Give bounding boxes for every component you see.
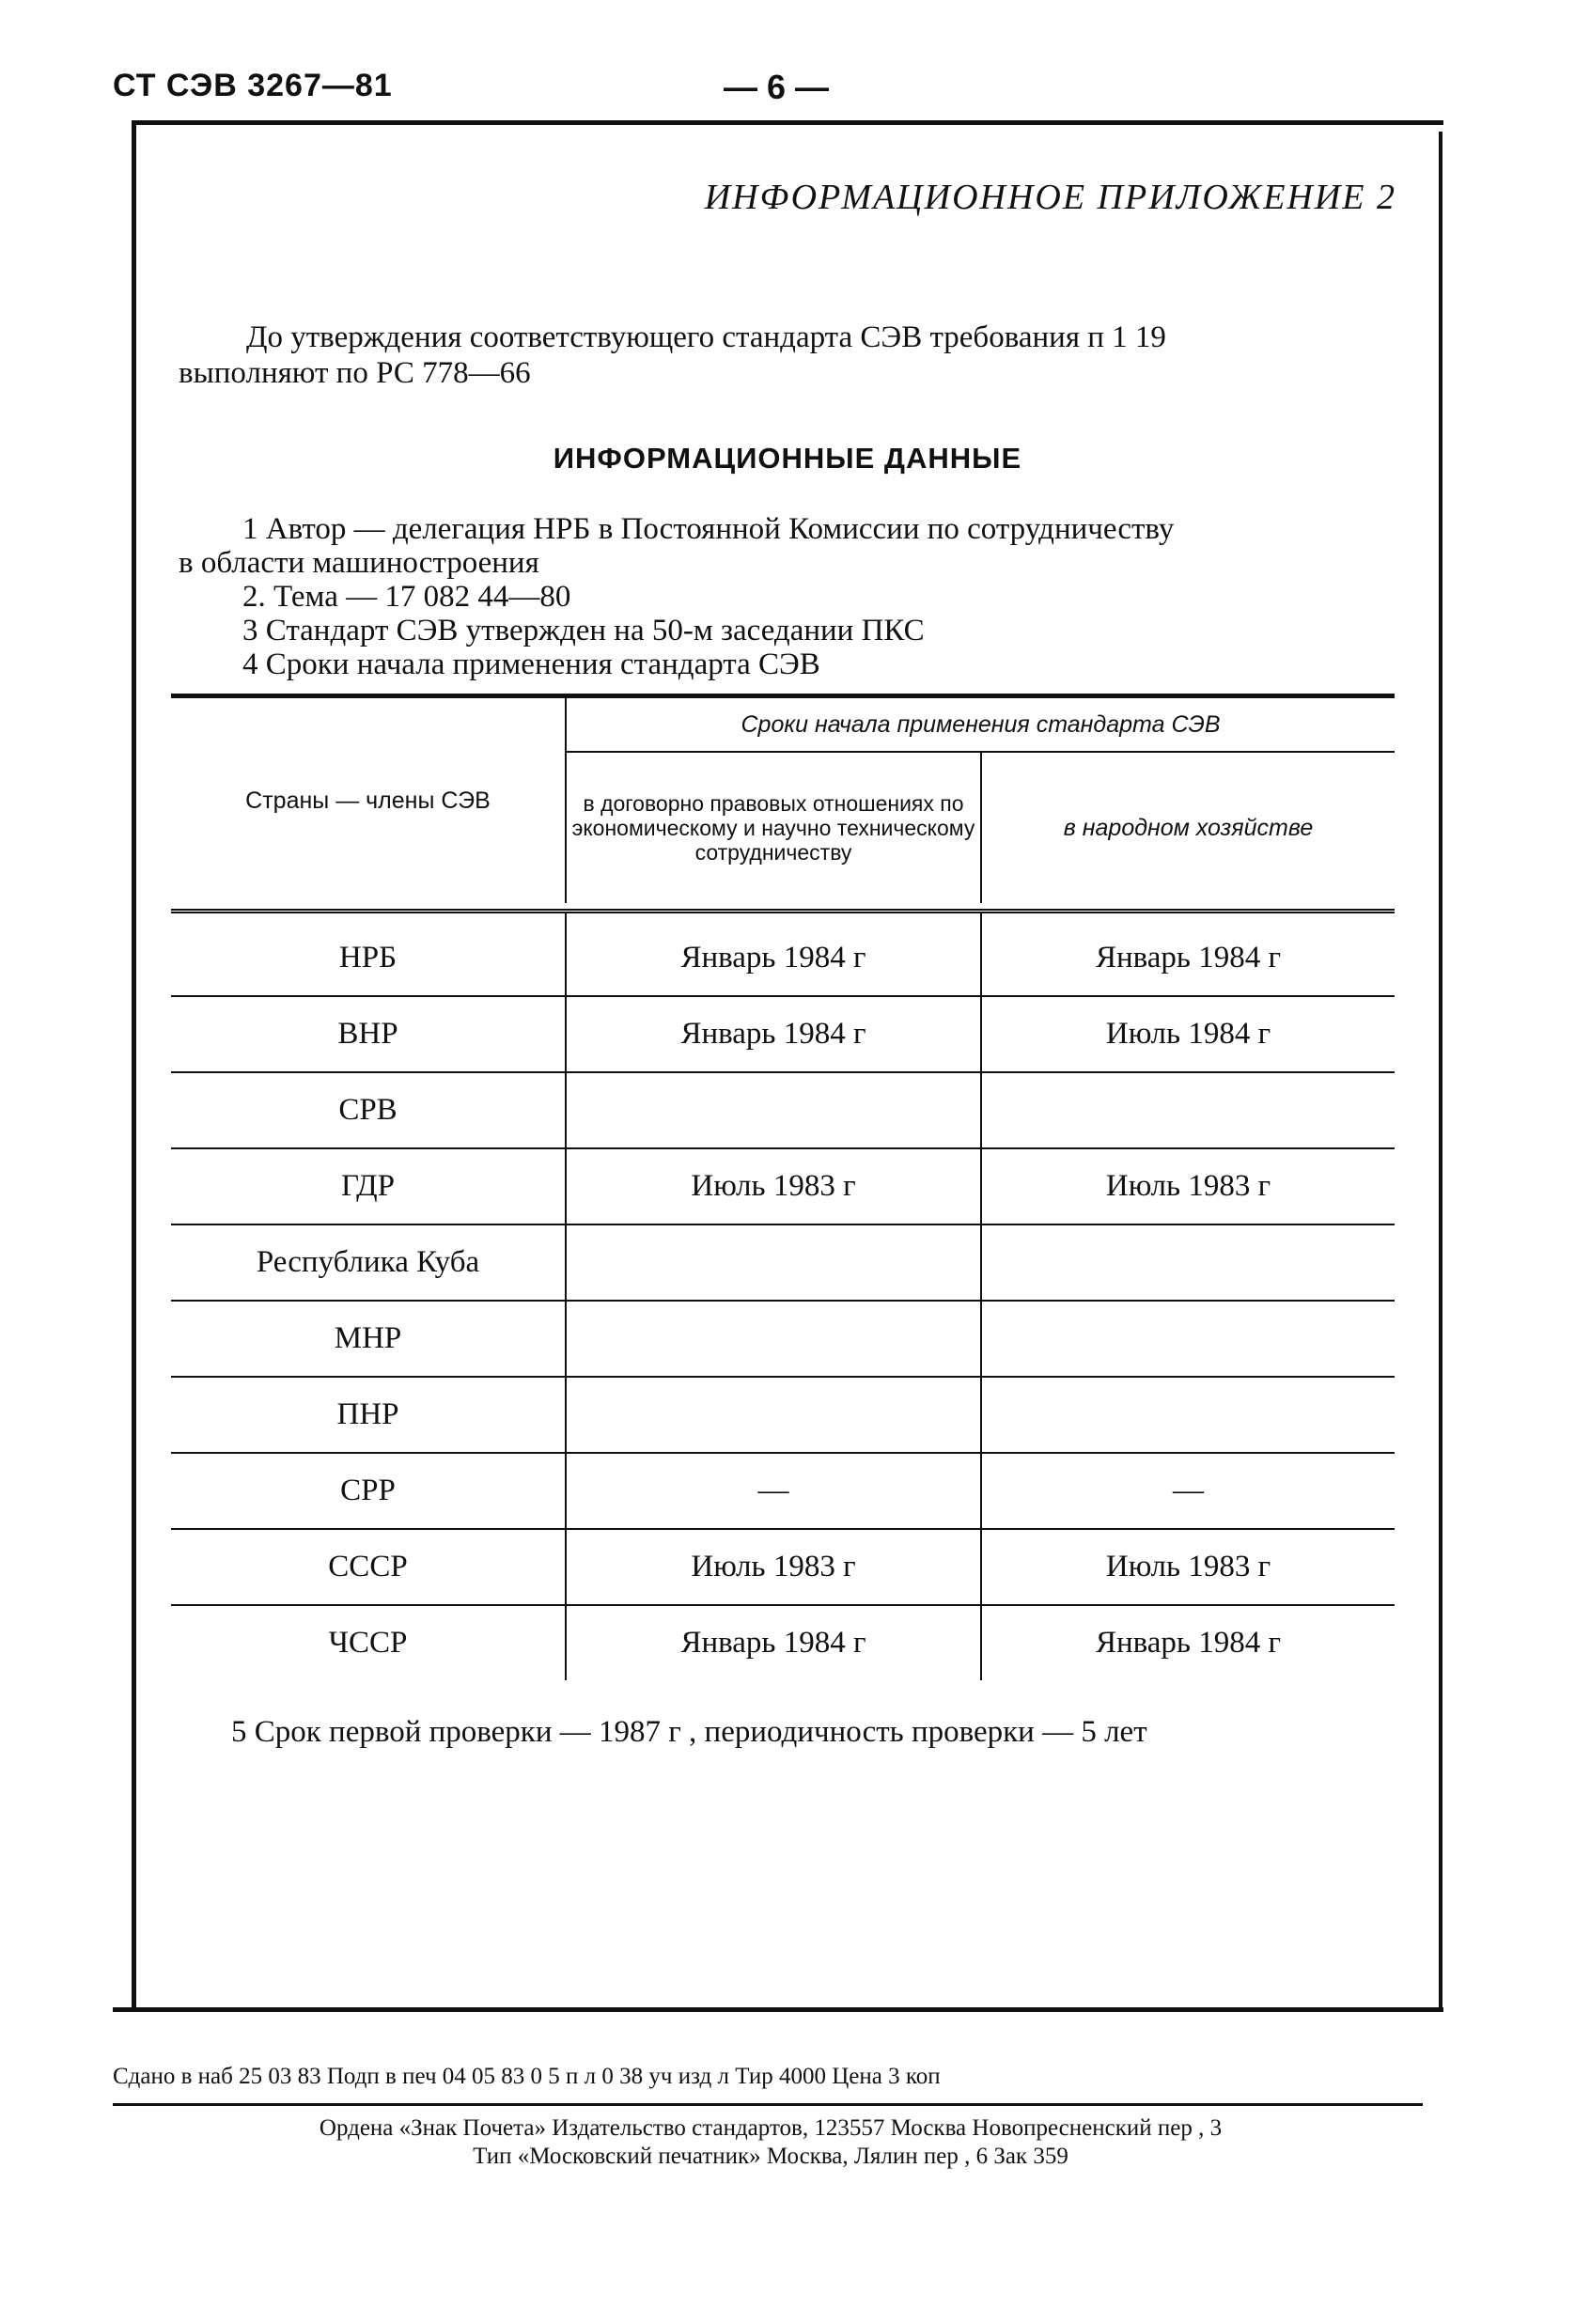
table-row xyxy=(171,996,1395,1072)
table-row xyxy=(171,1453,1395,1529)
frame-right-rule xyxy=(1439,132,1442,2011)
item-dates: 4 Сроки начала применения стандарта СЭВ xyxy=(242,647,820,681)
intro-paragraph xyxy=(179,320,1400,391)
table-row xyxy=(171,1605,1395,1680)
cell-economy-date xyxy=(981,1377,1395,1453)
cell-economy-date: Январь 1984 г xyxy=(1095,1626,1282,1660)
cell-contract-date: Июль 1983 г xyxy=(566,1148,981,1224)
intro-line-1: До утверждения соответствующего стандарта СЭВ требования п 1 19 xyxy=(246,320,1166,354)
info-items xyxy=(179,512,1410,681)
table-row xyxy=(171,1148,1395,1224)
imprint-publisher xyxy=(113,2114,1428,2171)
cell-contract-date: Июль 1983 г xyxy=(566,1529,981,1605)
cell-country: НРБ xyxy=(171,921,566,996)
imprint-publisher-line: Ордена «Знак Почета» Издательство стандартов, 123557 Москва Новопресненский пер , 3 xyxy=(319,2115,1223,2141)
imprint-printer-line: Тип «Московский печатник» Москва, Лялин пер , 6 Зак 359 xyxy=(473,2144,1068,2169)
table-row xyxy=(171,1072,1395,1148)
cell-contract-date xyxy=(566,1072,981,1148)
cell-contract-date xyxy=(566,1377,981,1453)
header-national-economy: в народном хозяйстве xyxy=(1063,814,1314,841)
cell-country: ЧССР xyxy=(171,1605,566,1680)
cell-economy-date: Июль 1984 г xyxy=(981,996,1395,1072)
cell-contract-date: Январь 1984 г xyxy=(566,1605,981,1680)
schedule-table xyxy=(171,694,1395,1680)
item-author: 1 Автор — делегация НРБ в Постоянной Комиссии по сотрудничеству xyxy=(242,512,1175,546)
table-row xyxy=(171,921,1395,996)
cell-contract-date xyxy=(566,1224,981,1301)
cell-country: ПНР xyxy=(171,1377,566,1453)
page-number: — 6 — xyxy=(724,68,830,106)
cell-economy-date xyxy=(981,1072,1395,1148)
item-approval: 3 Стандарт СЭВ утвержден на 50-м заседании ПКС xyxy=(242,614,925,647)
cell-country: СССР xyxy=(171,1529,566,1605)
review-period: 5 Срок первой проверки — 1987 г , периодичность проверки — 5 лет xyxy=(231,1715,1147,1749)
cell-economy-date xyxy=(981,1301,1395,1377)
item-author-cont: в области машиностроения xyxy=(179,546,539,580)
table-row xyxy=(171,1529,1395,1605)
cell-country: СРР xyxy=(171,1453,566,1529)
frame-bottom-rule xyxy=(113,2007,1443,2012)
cell-economy-date: Июль 1983 г xyxy=(981,1148,1395,1224)
cell-contract-date xyxy=(566,1301,981,1377)
cell-country: Республика Куба xyxy=(171,1224,566,1301)
cell-country: СРВ xyxy=(171,1072,566,1148)
cell-contract-date: Январь 1984 г xyxy=(566,996,981,1072)
item-topic: 2. Тема — 17 082 44—80 xyxy=(242,580,571,614)
info-data-title: ИНФОРМАЦИОННЫЕ ДАННЫЕ xyxy=(553,442,1022,475)
frame-left-rule xyxy=(132,120,136,2011)
header-contract-relations: в договорно правовых отношениях по экономическому и научно техническому сотрудничеству xyxy=(566,752,981,903)
frame-top-rule xyxy=(132,120,1443,125)
cell-contract-date: — xyxy=(566,1453,981,1529)
cell-economy-date: — xyxy=(981,1453,1395,1529)
header-start-dates: Сроки начала применения стандарта СЭВ xyxy=(566,696,1395,753)
intro-line-2: выполняют по РС 778—66 xyxy=(179,356,531,390)
cell-country: МНР xyxy=(171,1301,566,1377)
cell-economy-date: Июль 1983 г xyxy=(981,1529,1395,1605)
imprint-print-info: Сдано в наб 25 03 83 Подп в печ 04 05 83 0 5 п л 0 38 уч изд л Тир 4000 Цена 3 коп xyxy=(113,2064,941,2089)
imprint-rule xyxy=(113,2103,1423,2106)
table-row xyxy=(171,1301,1395,1377)
cell-economy-date: Январь 1984 г xyxy=(981,921,1395,996)
cell-economy-date xyxy=(981,1224,1395,1301)
header-countries: Страны — члены СЭВ xyxy=(171,696,566,904)
cell-contract-date: Январь 1984 г xyxy=(566,921,981,996)
cell-country: ВНР xyxy=(171,996,566,1072)
table-row xyxy=(171,1224,1395,1301)
appendix-title: ИНФОРМАЦИОННОЕ ПРИЛОЖЕНИЕ 2 xyxy=(704,178,1396,217)
standard-code: СТ СЭВ 3267—81 xyxy=(113,68,393,103)
cell-country: ГДР xyxy=(171,1148,566,1224)
table-row xyxy=(171,1377,1395,1453)
